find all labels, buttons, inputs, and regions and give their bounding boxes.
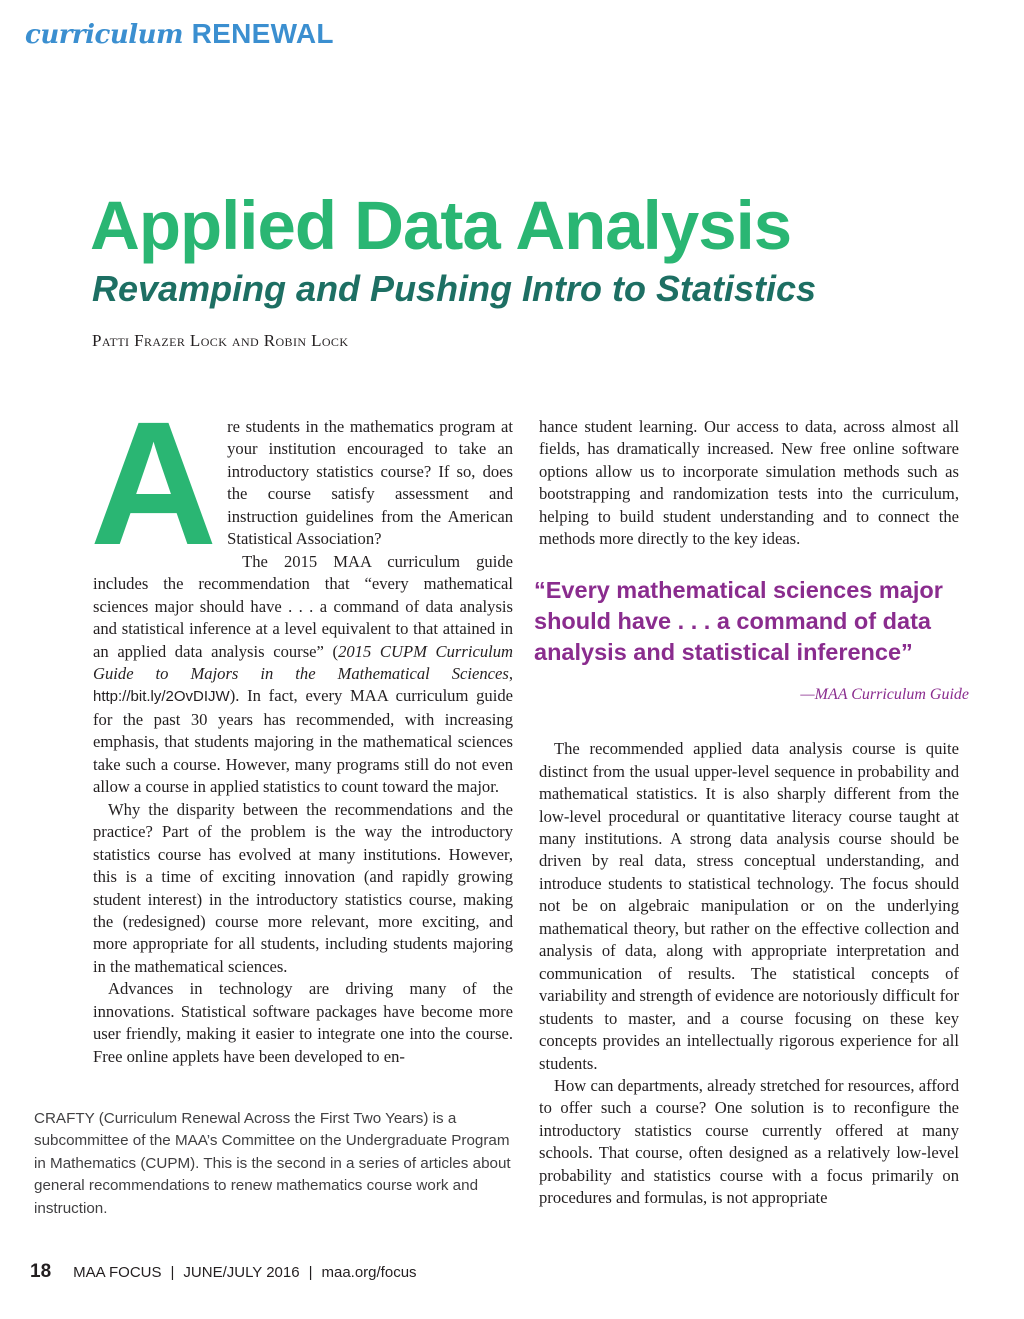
article-authors: Patti Frazer Lock and Robin Lock — [92, 331, 349, 350]
section-label-renewal: RENEWAL — [191, 18, 334, 49]
article-subtitle: Revamping and Pushing Intro to Statistics — [92, 268, 817, 309]
footer-separator: | — [308, 1264, 313, 1281]
left-paragraph-2 — [93, 551, 513, 799]
left-paragraph-2-text-c: ). In fact, every MAA curriculum guide for the past 30 years has recommended, with increasing emphasis, that students majoring in the mathematical sciences take such a course. However, many programs still do not even allow a course in applied statistics to count toward the major. — [93, 686, 513, 797]
page-footer — [30, 1261, 417, 1283]
cupm-guide-link[interactable]: http://bit.ly/2OvDIJW — [93, 688, 230, 706]
left-paragraph-3: Why the disparity between the recommendations and the practice? Part of the problem is the way the introductory statistics course has evolved at many institutions. However, this is a time of exciting innovation (and rapidly growing student interest) in the introductory statistics course, making the (redesigned) course more relevant, more exciting, and more appropriate for all students, including students majoring in the mathematical sciences. — [93, 799, 513, 976]
section-header — [25, 14, 334, 55]
left-paragraph-1 — [90, 386, 513, 582]
right-paragraph-1: hance student learning. Our access to data, across almost all fields, has dramatically increased. New free online software options allow us to incorporate simulation methods such as bootstrapping and randomization tests into the curriculum, helping to build student understanding and to connect the methods more directly to the key ideas. — [539, 417, 959, 549]
left-paragraph-2-text-b: , — [508, 663, 513, 683]
right-paragraph-3: How can departments, already stretched for resources, afford to offer such a course? One solution is to reconfigure the introductory statistics course currently offered at many schools. That course, often designed as a relatively low-level probability and statistics course with a focus primarily on procedures and formulas, is not appropriate — [539, 1075, 959, 1208]
footer-separator: | — [170, 1264, 175, 1281]
left-paragraph-1-text: re students in the mathematics program at your institution encouraged to take an introductory statistics course? If so, does the course satisfy assessment and instruction guidelines from the American Statistical Association? — [227, 417, 513, 549]
publication-name: MAA FOCUS — [73, 1264, 162, 1281]
website-link[interactable]: maa.org/focus — [321, 1264, 417, 1281]
left-column — [90, 386, 514, 1068]
right-column — [534, 416, 969, 1210]
left-paragraph-4: Advances in technology are driving many of the innovations. Statistical software packages have become more user friendly, making it easier to integrate one into the course. Free online applets have been developed to en- — [93, 979, 513, 1066]
pull-quote-attribution: —MAA Curriculum Guide — [800, 685, 969, 703]
page-number: 18 — [30, 1261, 52, 1282]
section-label-curriculum: curriculum — [25, 20, 184, 50]
left-paragraph-2-text-a: The 2015 MAA curriculum guide includes the recommendation that “every mathematical sciences major should have . . . a command of data analysis and statistical inference at a level equivalent to that attained in an applied data analysis course” ( — [93, 551, 513, 661]
drop-cap: A — [90, 386, 218, 582]
cupm-guide-citation: 2015 CUPM Curriculum Guide to Majors in the Mathematical Sciences — [93, 641, 514, 683]
pull-quote: “Every mathematical sciences major should have . . . a command of data analysis and statistical inference” — [534, 576, 943, 665]
issue-date: JUNE/JULY 2016 — [183, 1264, 300, 1281]
crafty-note: CRAFTY (Curriculum Renewal Across the First Two Years) is a subcommittee of the MAA’s Committee on the Undergraduate Program in Mathematics (CUPM). This is the second in a series of articles about general recommendations to renew mathematics course work and instruction. — [34, 1110, 511, 1217]
article-title: Applied Data Analysis — [90, 187, 792, 264]
right-paragraph-2: The recommended applied data analysis course is quite distinct from the usual upper-level sequence in probability and mathematical statistics. It is also sharply different from the low-level procedural or quantitative literacy course taught at many institutions. A strong data analysis course should be driven by real data, stress conceptual understanding, and introduce students to statistical technology. The focus should not be on algebraic manipulation or on the underlying mathematical theory, but rather on the effective collection and analysis of data, along with appropriate interpretation and communication of results. The statistical concepts of variability and strength of evidence are notoriously difficult for students to master, and a course focusing on these key concepts provides an intellectually rigorous experience for all students. — [539, 739, 959, 1073]
